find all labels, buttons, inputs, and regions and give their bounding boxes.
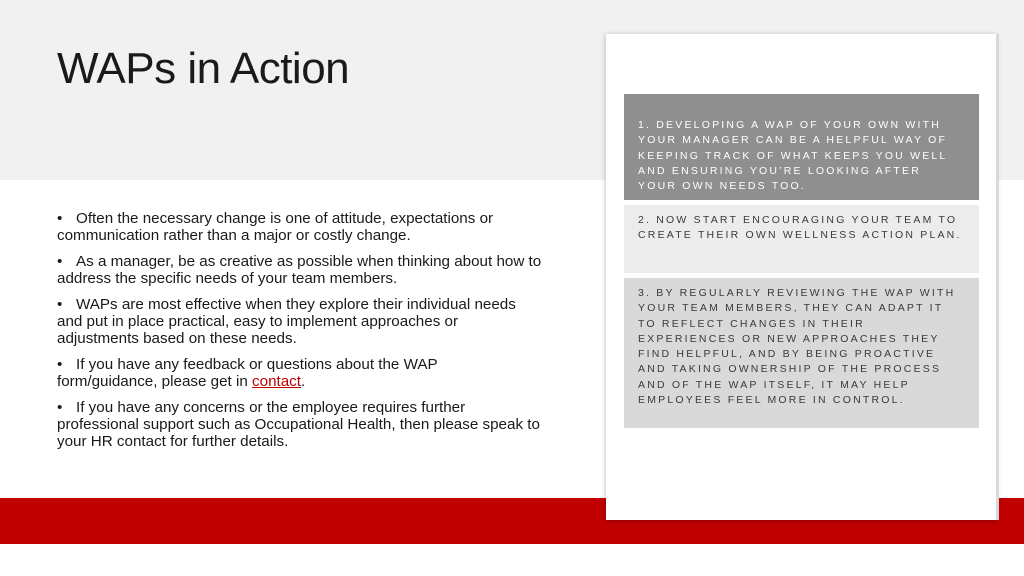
contact-link[interactable]: contact (252, 373, 301, 390)
bullet-text: As a manager, be as creative as possible when thinking about how to address the specific needs of your team members. (57, 253, 542, 287)
page-title: WAPs in Action (57, 44, 350, 93)
bullet-text: WAPs are most effective when they explore their individual needs and put in place practical, easy to implement approaches or adjustments based on these needs. (57, 296, 516, 347)
step-text-2: 2. NOW START ENCOURAGING YOUR TEAM TO CREATE THEIR OWN WELLNESS ACTION PLAN. (638, 214, 962, 242)
step-box-3 (624, 278, 979, 428)
bullet-item (57, 296, 542, 347)
step-box-1 (624, 94, 979, 200)
bullet-marker: • (57, 253, 63, 270)
step-box-2 (624, 205, 979, 273)
card-edge (996, 34, 999, 520)
bullet-item (57, 210, 542, 244)
bullet-marker: • (57, 210, 63, 227)
bullet-list (57, 210, 542, 459)
bullet-item (57, 399, 542, 450)
footer-red-band-edge (1003, 498, 1024, 544)
bullet-text: If you have any concerns or the employee requires further professional support such as Occupational Health, then please speak to your HR contact for further details. (57, 399, 540, 450)
step-text-1: 1. DEVELOPING A WAP OF YOUR OWN WITH YOUR MANAGER CAN BE A HELPFUL WAY OF KEEPING TRACK OF WHAT KEEPS YOU WELL AND ENSURING YOU’RE LOOKING AFTER YOUR OWN NEEDS TOO. (638, 119, 948, 193)
bullet-item (57, 356, 542, 390)
bullet-marker: • (57, 356, 63, 373)
bullet-text: If you have any feedback or questions about the WAP form/guidance, please get in (57, 356, 438, 390)
bullet-text: Often the necessary change is one of attitude, expectations or communication rather than a major or costly change. (57, 210, 494, 244)
bullet-marker: • (57, 399, 63, 416)
bullet-item (57, 253, 542, 287)
bullet-marker: • (57, 296, 63, 313)
bullet-text-end: . (301, 373, 306, 390)
step-text-3: 3. BY REGULARLY REVIEWING THE WAP WITH YOUR TEAM MEMBERS, THEY CAN ADAPT IT TO REFLECT CHANGES IN THEIR EXPERIENCES OR NEW APPROACHES THEY FIND HELPFUL, AND BY BEING PROACTIVE AND TAKING OWNERSHIP OF THE PROCESS AND OF THE WAP ITSELF, IT MAY HELP EMPLOYEES FEEL MORE IN CONTROL. (638, 287, 956, 407)
